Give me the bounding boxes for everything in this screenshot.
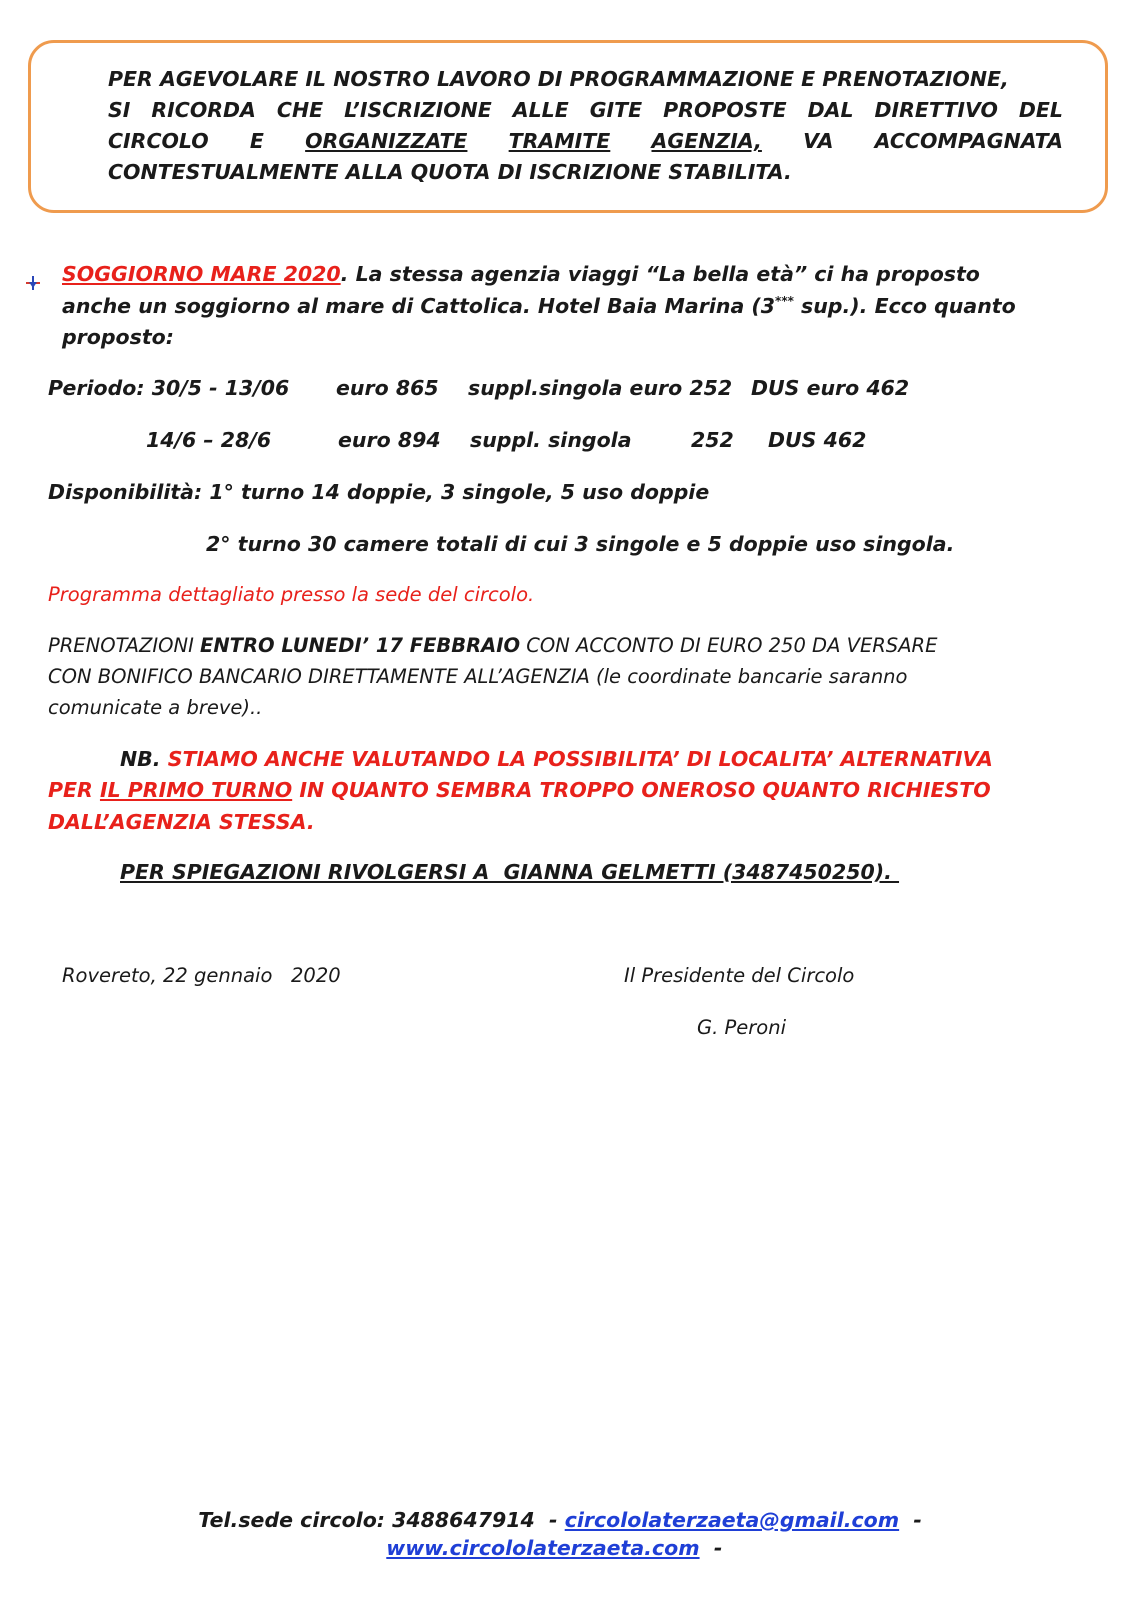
soggiorno-text: anche un soggiorno al mare di Cattolica. Hotel Baia Marina (3 (62, 294, 776, 318)
footer-website-link[interactable]: www.circololaterzaeta.com (386, 1536, 700, 1560)
bullet-arrow-icon (26, 276, 40, 290)
nb-line-2 (48, 778, 991, 802)
word: SI (108, 98, 131, 122)
notice-line-3 (108, 129, 1063, 153)
notice-line-4: CONTESTUALMENTE ALLA QUOTA DI ISCRIZIONE STABILITA. (108, 160, 792, 184)
prenotazioni-deadline: ENTRO LUNEDI’ 17 FEBBRAIO (200, 634, 521, 657)
nb-text: PER (48, 778, 100, 802)
periodo-1-dus: DUS euro 462 (751, 376, 910, 400)
soggiorno-line-3: proposto: (62, 325, 174, 349)
periodo-1-label: Periodo: 30/5 - 13/06 (48, 376, 290, 400)
periodo-2-euro: euro 894 (338, 428, 441, 452)
spiegazioni-contact: PER SPIEGAZIONI RIVOLGERSI A GIANNA GELMETTI (3487450250). (120, 860, 900, 884)
periodo-2-label: 14/6 – 28/6 (146, 428, 272, 452)
word: ACCOMPAGNATA (874, 129, 1063, 153)
soggiorno-title: SOGGIORNO MARE 2020 (62, 262, 341, 286)
footer-email-link[interactable]: circololaterzaeta@gmail.com (564, 1508, 900, 1532)
nb-primo-turno: IL PRIMO TURNO (99, 778, 293, 802)
periodo-1-euro: euro 865 (336, 376, 439, 400)
prenotazioni-text: PRENOTAZIONI (48, 634, 201, 657)
footer-separator: - (899, 1508, 922, 1532)
luogo-data: Rovereto, 22 gennaio 2020 (62, 964, 341, 987)
word-underlined: TRAMITE (508, 129, 611, 153)
word: E (249, 129, 264, 153)
disponibilita-line-2: 2° turno 30 camere totali di cui 3 singole e 5 doppie uso singola. (206, 532, 955, 556)
word: CIRCOLO (108, 129, 209, 153)
word: RICORDA (151, 98, 256, 122)
nb-text: IN QUANTO SEMBRA TROPPO ONEROSO QUANTO RICHIESTO (292, 778, 991, 802)
soggiorno-text: sup.). Ecco quanto (793, 294, 1016, 318)
nb-line-3: DALL’AGENZIA STESSA. (48, 810, 315, 834)
programma-note: Programma dettagliato presso la sede del circolo. (48, 583, 535, 606)
word: DIRETTIVO (874, 98, 998, 122)
periodo-2-suppl-value: 252 (691, 428, 734, 452)
word: ALLE (512, 98, 569, 122)
word: CHE (276, 98, 324, 122)
stars-superscript: *** (775, 294, 794, 309)
periodo-1-suppl: suppl.singola euro 252 (468, 376, 733, 400)
prenotazioni-text: CON ACCONTO DI EURO 250 DA VERSARE (520, 634, 938, 657)
prenotazioni-line-2: CON BONIFICO BANCARIO DIRETTAMENTE ALL’AGENZIA (le coordinate bancarie saranno (48, 665, 908, 688)
footer-separator: - (699, 1536, 723, 1560)
soggiorno-text: . La stessa agenzia viaggi “La bella età” ci ha proposto (340, 262, 980, 286)
word: GITE (589, 98, 643, 122)
word: DAL (807, 98, 854, 122)
notice-line-2 (108, 98, 1063, 122)
word: L’ISCRIZIONE (344, 98, 492, 122)
word-underlined: AGENZIA, (651, 129, 762, 153)
nb-line-1 (120, 747, 993, 771)
word-underlined: ORGANIZZATE (305, 129, 468, 153)
soggiorno-line-1 (62, 262, 980, 286)
firma-nome: G. Peroni (697, 1016, 786, 1039)
notice-box (28, 40, 1108, 213)
nb-label: NB. (120, 747, 168, 771)
nb-text: STIAMO ANCHE VALUTANDO LA POSSIBILITA’ DI LOCALITA’ ALTERNATIVA (167, 747, 993, 771)
soggiorno-line-2 (62, 294, 1016, 318)
word: PROPOSTE (663, 98, 787, 122)
prenotazioni-line-1 (48, 634, 937, 657)
notice-line-1: PER AGEVOLARE IL NOSTRO LAVORO DI PROGRAMMAZIONE E PRENOTAZIONE, (108, 67, 1009, 91)
word: DEL (1018, 98, 1063, 122)
disponibilita-line-1: Disponibilità: 1° turno 14 doppie, 3 singole, 5 uso doppie (48, 480, 710, 504)
footer-tel: Tel.sede circolo: 3488647914 - (198, 1508, 565, 1532)
prenotazioni-line-3: comunicate a breve).. (48, 696, 263, 719)
periodo-2-suppl: suppl. singola (470, 428, 632, 452)
word: VA (803, 129, 834, 153)
periodo-2-dus: DUS 462 (768, 428, 867, 452)
footer-line-2 (372, 1512, 722, 1560)
firma-ruolo: Il Presidente del Circolo (624, 964, 855, 987)
